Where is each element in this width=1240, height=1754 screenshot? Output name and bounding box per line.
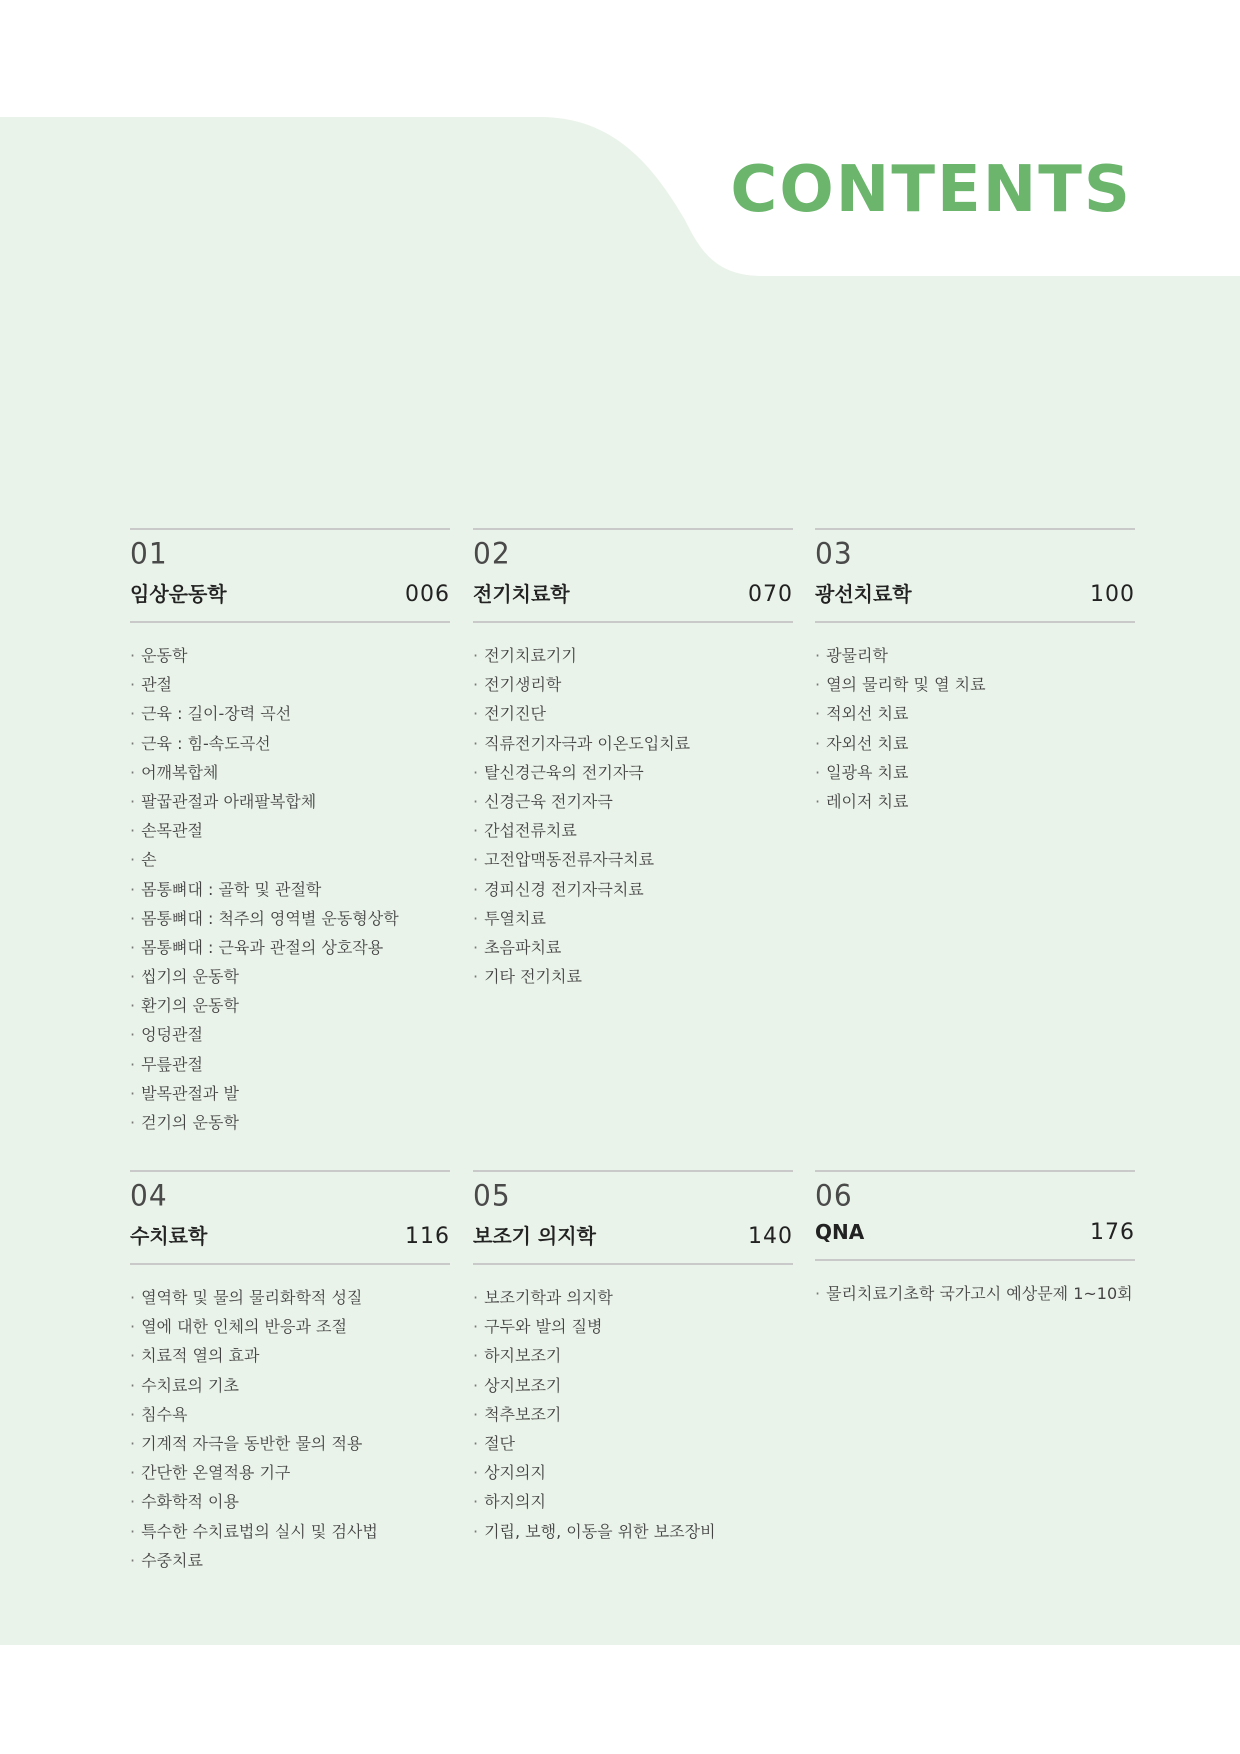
- toc-list-item[interactable]: [473, 1487, 793, 1516]
- toc-item-label: 수치료의 기초: [141, 1375, 239, 1395]
- toc-item-label: 자외선 치료: [826, 733, 909, 753]
- toc-list-item[interactable]: [815, 787, 1135, 816]
- toc-list-item[interactable]: [473, 1341, 793, 1370]
- toc-item-label: 상지의지: [484, 1463, 546, 1483]
- section-page-number[interactable]: 116: [405, 1224, 450, 1249]
- bullet-icon: ·: [473, 1317, 479, 1337]
- bullet-icon: ·: [473, 791, 479, 811]
- bullet-icon: ·: [473, 704, 479, 724]
- section-title[interactable]: 광선치료학: [815, 582, 912, 606]
- toc-list-item[interactable]: [130, 670, 450, 699]
- toc-item-label: 손목관절: [141, 821, 203, 841]
- section-header: [473, 1220, 793, 1265]
- bullet-icon: ·: [130, 1025, 136, 1045]
- bullet-icon: ·: [473, 1463, 479, 1483]
- toc-item-label: 기계적 자극을 동반한 물의 적용: [141, 1433, 363, 1453]
- toc-list-item[interactable]: [130, 1487, 450, 1516]
- bullet-icon: ·: [815, 646, 821, 665]
- toc-list-item[interactable]: [815, 670, 1135, 699]
- toc-item-label: 전기진단: [484, 704, 546, 724]
- bullet-icon: ·: [130, 821, 136, 841]
- section-item-list: [130, 641, 450, 1137]
- toc-list-item[interactable]: [473, 1429, 793, 1458]
- toc-list-item[interactable]: [130, 787, 450, 816]
- bullet-icon: ·: [130, 733, 136, 753]
- toc-list-item[interactable]: [815, 641, 1135, 670]
- toc-list-item[interactable]: [473, 1312, 793, 1341]
- toc-item-label: 직류전기자극과 이온도입치료: [484, 733, 691, 753]
- bullet-icon: ·: [473, 821, 479, 841]
- bullet-icon: ·: [473, 646, 479, 665]
- toc-list-item[interactable]: [130, 933, 450, 962]
- toc-list-item[interactable]: [473, 1458, 793, 1487]
- toc-item-label: 몸통뼈대 : 골학 및 관절학: [141, 879, 322, 899]
- toc-list-item[interactable]: [130, 1050, 450, 1079]
- bullet-icon: ·: [815, 733, 821, 753]
- toc-item-label: 상지보조기: [484, 1375, 562, 1395]
- toc-item-label: 간단한 온열적용 기구: [141, 1463, 291, 1483]
- toc-list-item[interactable]: [473, 1371, 793, 1400]
- toc-list-item[interactable]: [473, 641, 793, 670]
- bullet-icon: ·: [130, 996, 136, 1016]
- section-header: [815, 1220, 1135, 1261]
- section-number: 01: [130, 536, 168, 571]
- bullet-icon: ·: [473, 733, 479, 753]
- toc-list-item[interactable]: [130, 1283, 450, 1312]
- section-number: 06: [815, 1178, 853, 1213]
- toc-list-item[interactable]: [130, 1341, 450, 1370]
- toc-list-item[interactable]: [130, 1312, 450, 1341]
- toc-item-label: 간섭전류치료: [484, 821, 577, 841]
- toc-item-label: 초음파치료: [484, 937, 562, 957]
- toc-list-item[interactable]: [815, 1279, 1135, 1308]
- toc-item-label: 수중치료: [141, 1550, 203, 1570]
- section-divider: [130, 1170, 450, 1172]
- toc-list-item[interactable]: [130, 1371, 450, 1400]
- section-divider: [815, 528, 1135, 530]
- bullet-icon: ·: [130, 1404, 136, 1424]
- toc-list-item[interactable]: [130, 758, 450, 787]
- toc-list-item[interactable]: [473, 758, 793, 787]
- bullet-icon: ·: [815, 704, 821, 724]
- bullet-icon: ·: [130, 1433, 136, 1453]
- bullet-icon: ·: [130, 1550, 136, 1570]
- bullet-icon: ·: [130, 1463, 136, 1483]
- section-item-list: [473, 641, 793, 991]
- toc-list-item[interactable]: [130, 699, 450, 728]
- bullet-icon: ·: [130, 762, 136, 782]
- bullet-icon: ·: [815, 1284, 821, 1303]
- section-item-list: [815, 1279, 1135, 1308]
- toc-item-label: 환기의 운동학: [141, 996, 239, 1016]
- toc-item-label: 걷기의 운동학: [141, 1113, 239, 1132]
- section-divider: [473, 1170, 793, 1172]
- toc-item-label: 근육 : 힘-속도곡선: [141, 733, 271, 753]
- bullet-icon: ·: [130, 646, 136, 665]
- bullet-icon: ·: [130, 1317, 136, 1337]
- toc-item-label: 치료적 열의 효과: [141, 1346, 260, 1366]
- toc-item-label: 일광욕 치료: [826, 762, 909, 782]
- toc-list-item[interactable]: [473, 816, 793, 845]
- page-title: CONTENTS: [730, 153, 1132, 227]
- toc-list-item[interactable]: [130, 962, 450, 991]
- toc-item-label: 팔꿉관절과 아래팔복합체: [141, 791, 317, 811]
- bullet-icon: ·: [130, 1492, 136, 1512]
- section-title[interactable]: QNA: [815, 1220, 865, 1244]
- toc-item-label: 열의 물리학 및 열 치료: [826, 675, 986, 695]
- toc-list-item[interactable]: [130, 1079, 450, 1108]
- section-page-number[interactable]: 100: [1090, 582, 1135, 607]
- section-divider: [473, 528, 793, 530]
- section-header: [815, 578, 1135, 623]
- bullet-icon: ·: [815, 791, 821, 811]
- toc-section-06: [815, 1170, 1135, 1308]
- toc-item-label: 신경근육 전기자극: [484, 791, 613, 811]
- toc-item-label: 고전압맥동전류자극치료: [484, 850, 655, 870]
- toc-item-label: 하지보조기: [484, 1346, 562, 1366]
- toc-list-item[interactable]: [130, 1429, 450, 1458]
- bullet-icon: ·: [473, 762, 479, 782]
- section-item-list: [815, 641, 1135, 816]
- toc-item-label: 손: [141, 850, 157, 870]
- bullet-icon: ·: [130, 850, 136, 870]
- bullet-icon: ·: [473, 1375, 479, 1395]
- section-page-number[interactable]: 140: [748, 1224, 793, 1249]
- toc-list-item[interactable]: [473, 1517, 793, 1546]
- toc-item-label: 열에 대한 인체의 반응과 조절: [141, 1317, 347, 1337]
- toc-section-01: [130, 528, 450, 1137]
- bullet-icon: ·: [130, 791, 136, 811]
- toc-list-item[interactable]: [473, 1400, 793, 1429]
- bullet-icon: ·: [130, 1113, 136, 1132]
- bullet-icon: ·: [130, 937, 136, 957]
- section-divider: [815, 1170, 1135, 1172]
- section-divider: [130, 528, 450, 530]
- section-title[interactable]: 보조기 의지학: [473, 1224, 596, 1248]
- toc-item-label: 씹기의 운동학: [141, 967, 239, 987]
- bullet-icon: ·: [473, 967, 479, 987]
- toc-item-label: 기립, 보행, 이동을 위한 보조장비: [484, 1521, 716, 1541]
- toc-list-item[interactable]: [815, 758, 1135, 787]
- bullet-icon: ·: [473, 850, 479, 870]
- toc-section-04: [130, 1170, 450, 1575]
- toc-list-item[interactable]: [130, 641, 450, 670]
- toc-item-label: 몸통뼈대 : 근육과 관절의 상호작용: [141, 937, 384, 957]
- toc-item-label: 척추보조기: [484, 1404, 562, 1424]
- toc-item-label: 물리치료기초학 국가고시 예상문제 1~10회: [826, 1284, 1133, 1303]
- toc-item-label: 침수욕: [141, 1404, 188, 1424]
- bullet-icon: ·: [473, 675, 479, 695]
- bullet-icon: ·: [473, 1288, 479, 1307]
- toc-item-label: 몸통뼈대 : 척주의 영역별 운동형상학: [141, 908, 399, 928]
- section-header: [473, 578, 793, 623]
- toc-item-label: 레이저 치료: [826, 791, 909, 811]
- toc-item-label: 운동학: [141, 646, 188, 665]
- toc-item-label: 탈신경근육의 전기자극: [484, 762, 644, 782]
- toc-list-item[interactable]: [473, 1283, 793, 1312]
- bullet-icon: ·: [130, 1083, 136, 1103]
- bullet-icon: ·: [815, 762, 821, 782]
- toc-item-label: 전기생리학: [484, 675, 562, 695]
- bullet-icon: ·: [130, 1054, 136, 1074]
- toc-item-label: 하지의지: [484, 1492, 546, 1512]
- toc-list-item[interactable]: [130, 1546, 450, 1575]
- toc-list-item[interactable]: [130, 1458, 450, 1487]
- bullet-icon: ·: [130, 675, 136, 695]
- toc-list-item[interactable]: [130, 1108, 450, 1137]
- toc-item-label: 엉덩관절: [141, 1025, 203, 1045]
- section-number: 03: [815, 536, 853, 571]
- toc-item-label: 절단: [484, 1433, 516, 1453]
- bullet-icon: ·: [130, 1375, 136, 1395]
- bullet-icon: ·: [473, 1346, 479, 1366]
- section-page-number[interactable]: 006: [405, 582, 450, 607]
- toc-item-label: 적외선 치료: [826, 704, 909, 724]
- bullet-icon: ·: [473, 879, 479, 899]
- toc-item-label: 열역학 및 물의 물리화학적 성질: [141, 1288, 363, 1307]
- toc-section-03: [815, 528, 1135, 816]
- toc-item-label: 근육 : 길이-장력 곡선: [141, 704, 292, 724]
- toc-item-label: 관절: [141, 675, 173, 695]
- section-page-number[interactable]: 070: [748, 582, 793, 607]
- toc-item-label: 투열치료: [484, 908, 546, 928]
- toc-item-label: 기타 전기치료: [484, 967, 582, 987]
- section-number: 05: [473, 1178, 511, 1213]
- section-title[interactable]: 전기치료학: [473, 582, 570, 606]
- toc-list-item[interactable]: [130, 1517, 450, 1546]
- bullet-icon: ·: [130, 1346, 136, 1366]
- toc-list-item[interactable]: [130, 1020, 450, 1049]
- toc-list-item[interactable]: [815, 699, 1135, 728]
- section-item-list: [473, 1283, 793, 1546]
- toc-item-label: 구두와 발의 질병: [484, 1317, 603, 1337]
- bullet-icon: ·: [815, 675, 821, 695]
- bullet-icon: ·: [130, 1288, 136, 1307]
- bullet-icon: ·: [130, 967, 136, 987]
- toc-list-item[interactable]: [130, 1400, 450, 1429]
- bullet-icon: ·: [473, 1404, 479, 1424]
- bullet-icon: ·: [130, 879, 136, 899]
- bullet-icon: ·: [473, 937, 479, 957]
- section-number: 04: [130, 1178, 168, 1213]
- toc-item-label: 경피신경 전기자극치료: [484, 879, 644, 899]
- toc-list-item[interactable]: [473, 904, 793, 933]
- toc-list-item[interactable]: [130, 845, 450, 874]
- section-page-number[interactable]: 176: [1090, 1220, 1135, 1245]
- toc-item-label: 어깨복합체: [141, 762, 219, 782]
- toc-section-02: [473, 528, 793, 991]
- toc-item-label: 특수한 수치료법의 실시 및 검사법: [141, 1521, 378, 1541]
- bullet-icon: ·: [473, 1433, 479, 1453]
- toc-list-item[interactable]: [473, 875, 793, 904]
- toc-list-item[interactable]: [130, 729, 450, 758]
- section-item-list: [130, 1283, 450, 1575]
- section-title[interactable]: 수치료학: [130, 1224, 208, 1248]
- toc-item-label: 발목관절과 발: [141, 1083, 239, 1103]
- toc-list-item[interactable]: [130, 991, 450, 1020]
- bullet-icon: ·: [473, 908, 479, 928]
- toc-list-item[interactable]: [473, 699, 793, 728]
- toc-list-item[interactable]: [473, 933, 793, 962]
- toc-list-item[interactable]: [473, 787, 793, 816]
- toc-item-label: 보조기학과 의지학: [484, 1288, 613, 1307]
- toc-list-item[interactable]: [130, 875, 450, 904]
- toc-item-label: 광물리학: [826, 646, 888, 665]
- toc-list-item[interactable]: [473, 845, 793, 874]
- toc-item-label: 무릎관절: [141, 1054, 203, 1074]
- bullet-icon: ·: [473, 1492, 479, 1512]
- toc-list-item[interactable]: [473, 670, 793, 699]
- toc-item-label: 전기치료기기: [484, 646, 577, 665]
- toc-section-05: [473, 1170, 793, 1546]
- toc-item-label: 수화학적 이용: [141, 1492, 239, 1512]
- section-header: [130, 578, 450, 623]
- bullet-icon: ·: [130, 1521, 136, 1541]
- toc-list-item[interactable]: [815, 729, 1135, 758]
- section-header: [130, 1220, 450, 1265]
- toc-list-item[interactable]: [473, 729, 793, 758]
- toc-list-item[interactable]: [473, 962, 793, 991]
- section-title[interactable]: 임상운동학: [130, 582, 227, 606]
- toc-list-item[interactable]: [130, 904, 450, 933]
- bullet-icon: ·: [130, 908, 136, 928]
- bullet-icon: ·: [130, 704, 136, 724]
- toc-list-item[interactable]: [130, 816, 450, 845]
- bullet-icon: ·: [473, 1521, 479, 1541]
- section-number: 02: [473, 536, 511, 571]
